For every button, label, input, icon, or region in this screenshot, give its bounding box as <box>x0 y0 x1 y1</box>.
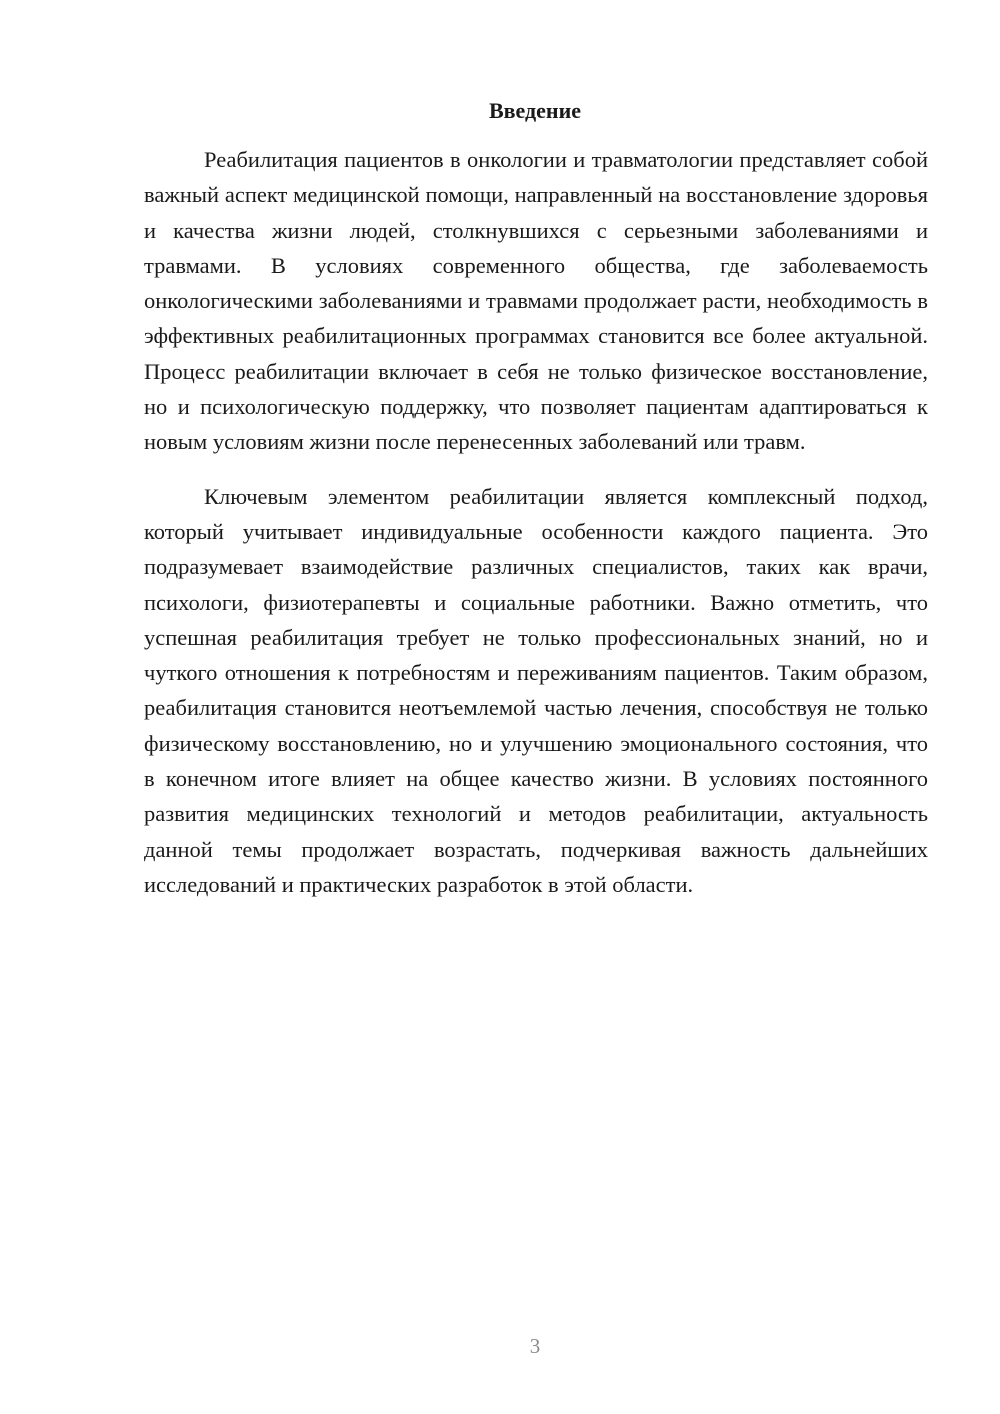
document-body <box>144 142 928 902</box>
paragraph-2: Ключевым элементом реабилитации является комплексный подход, который учитывает индивидуальные особенности каждого пациента. Это подразумевает взаимодействие различных специалистов, таких как врачи, психологи, физиотерапевты и социальные работники. Важно отметить, что успешная реабилитация требует не только профессиональных знаний, но и чуткого отношения к потребностям и переживаниям пациентов. Таким образом, реабилитация становится неотъемлемой частью лечения, способствуя не только физическому восстановлению, но и улучшению эмоционального состояния, что в конечном итоге влияет на общее качество жизни. В условиях постоянного развития медицинских технологий и методов реабилитации, актуальность данной темы продолжает возрастать, подчеркивая важность дальнейших исследований и практических разработок в этой области. <box>144 483 928 897</box>
section-heading: Введение <box>488 98 582 123</box>
paragraph-1: Реабилитация пациентов в онкологии и травматологии представляет собой важный аспект медицинской помощи, направленный на восстановление здоровья и качества жизни людей, столкнувшихся с серьезными заболеваниями и травмами. В условиях современного общества, где заболеваемость онкологическими заболеваниями и травмами продолжает расти, необходимость в эффективных реабилитационных программах становится все более актуальной. Процесс реабилитации включает в себя не только физическое восстановление, но и психологическую поддержку, что позволяет пациентам адаптироваться к новым условиям жизни после перенесенных заболеваний или травм. <box>144 147 928 455</box>
page-number: 3 <box>529 1334 541 1358</box>
